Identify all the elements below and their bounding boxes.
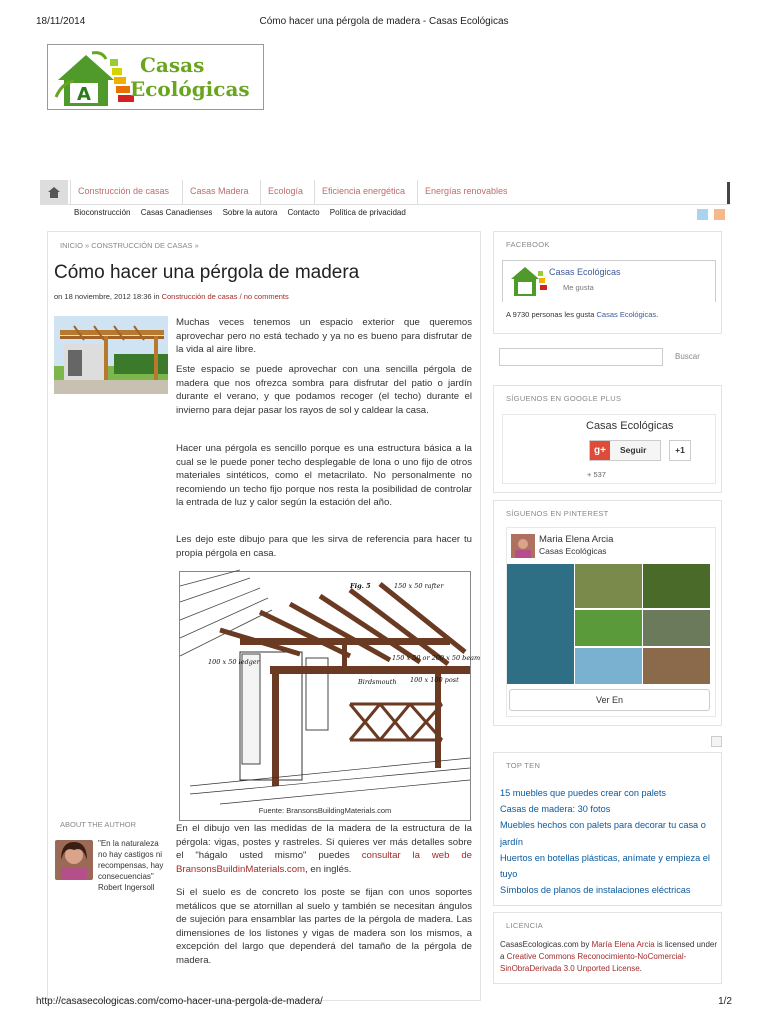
paragraph-2: Este espacio se puede aprovechar con una sencilla pérgola de madera que nos ofrezca sombra para disfrutar del patio o jardín durante el verano, y que podamos recoger (el techo) durante el invierno para dejar pasar los rayos de sol y caldear la casa. [176,364,472,416]
diagram-rafter-label: 150 x 50 rafter [394,582,444,590]
facebook-count-link[interactable]: Casas Ecológicas [596,310,657,319]
paragraph-4: Les dejo este dibujo para que les sirva de referencia para hacer tu propia pérgola en casa. [176,534,472,559]
subnav-item-autora[interactable]: Sobre la autora [222,208,278,217]
post-meta [54,292,289,301]
search-widget [493,340,722,376]
site-logo[interactable] [47,44,264,110]
diagram-post-label: 100 x 100 post [410,676,459,684]
diagram-caption: Fuente: BransonsBuildingMaterials.com [258,806,392,815]
license-text [500,939,718,975]
paragraph-5-end: , en inglés. [305,863,352,875]
google-plus-heading: SÍGUENOS EN GOOGLE PLUS [506,394,622,403]
bransons-link[interactable]: consultar la web de BransonsBuildinMaterials.com [176,850,472,875]
license-mid: is licensed under a [500,940,718,961]
paragraph-5 [176,822,472,876]
diagram-beam-label: 150 x 50 or 200 x 50 beam [392,654,481,662]
pinterest-user[interactable]: Maria Elena Arcia [539,534,614,545]
pinterest-pin-grid [507,564,717,684]
main-nav [40,180,730,205]
paragraph-5-text: En el dibujo ven las medidas de la madera de la estructura de la pérgola: vigas, postes y rastreles. Si quieres ver más detalles sobre el "hágalo usted mismo" puedes [176,823,472,862]
subnav-item-bioconstruccion[interactable]: Bioconstrucción [74,208,131,217]
subnav-item-canadienses[interactable]: Casas Canadienses [140,208,213,217]
post-date: on 18 noviembre, 2012 18:36 in [54,292,160,301]
rss-icon[interactable] [714,209,725,220]
google-plus-icon: g+ [590,441,610,460]
breadcrumb[interactable]: INICIO » CONSTRUCCIÓN DE CASAS » [60,241,199,250]
license-widget [493,912,722,984]
license-site: CasasEcologicas.com [500,940,579,949]
print-date: 18/11/2014 [36,16,86,27]
subnav-item-contacto[interactable]: Contacto [287,208,320,217]
nav-item-eficiencia[interactable]: Eficiencia energética [314,180,412,205]
pinterest-board-name[interactable]: Casas Ecológicas [539,546,607,556]
search-button[interactable]: Buscar [675,352,700,361]
pin-image[interactable] [575,610,642,646]
scroll-marker [711,736,722,747]
top-ten-widget [493,752,722,906]
google-follower-count: + 537 [587,470,606,479]
google-follow-button[interactable] [589,440,661,461]
subnav-item-privacidad[interactable]: Política de privacidad [329,208,406,217]
pin-image[interactable] [507,564,574,684]
diagram-birdsmouth-label: Birdsmouth [358,678,397,686]
google-plus-one-button[interactable]: +1 [669,440,691,461]
facebook-count-text: A 9730 personas les gusta [506,310,595,319]
pin-image[interactable] [575,648,642,684]
search-input[interactable] [499,348,663,366]
social-icons [697,207,727,225]
pin-image[interactable] [643,610,710,646]
top-ten-item[interactable]: Huertos en botellas plásticas, anímate y empieza el tuyo [500,852,710,880]
facebook-widget [493,231,722,334]
license-end: . [639,964,642,973]
paragraph-6: Si el suelo es de concreto los poste se fijan con unos soportes metálicos que se atornillan al suelo y también se necesitan ángulos de sujeción para ensamblar las partes de la pérgola de madera. Las dimensiones de los listones y vigas de madera son los mismos, a excepción del largo que dependerá del tamaño de la pérgola de madera. [176,887,472,966]
google-plus-widget [493,385,722,493]
logo-line2: Ecológicas [130,77,250,101]
print-page-number: 1/2 [718,996,732,1007]
google-plus-page-name[interactable]: Casas Ecológicas [586,420,674,432]
main-content [47,231,481,1001]
paragraph-3: Hacer una pérgola es sencillo porque es una estructura básica a la cual se le puede poner techo desplegable de lona o uno fijo de otros materiales sintéticos, como el metacrilato. No personalmente no recomiendo un techo fijo porque nos resta la posibilidad de controlar la entrada de luz y calor según la estación del año. [176,443,472,509]
paragraph-1: Muchas veces tenemos un espacio exterior que queremos aprovechar pero no está techado y ya no es bueno para disfrutar de la vida al aire libre. [176,317,472,356]
pergola-drawing [180,572,481,804]
pinterest-board-card[interactable] [506,527,716,717]
print-title: Cómo hacer una pérgola de madera - Casas Ecológicas [259,16,509,27]
pergola-thumbnail [54,316,168,394]
nav-divider [727,182,730,204]
nav-item-ecologia[interactable]: Ecología [260,180,310,205]
pin-image[interactable] [643,648,710,684]
author-heading: ABOUT THE AUTHOR [60,820,136,829]
author-quote-text: "En la naturaleza no hay castigos ni recompensas, hay consecuencias" Robert Ingersoll [98,839,164,892]
diagram-fig-label: Fig. 5 [350,582,371,590]
twitter-icon[interactable] [697,209,708,220]
post-title: Cómo hacer una pérgola de madera [54,262,360,283]
top-ten-item[interactable]: Símbolos de planos de instalaciones eléctricas [500,885,691,896]
author-quote [54,838,166,893]
top-ten-list [500,785,718,898]
pin-image[interactable] [575,564,642,608]
pinterest-widget [493,500,722,726]
facebook-like-count [506,310,658,319]
top-ten-item[interactable]: Casas de madera: 30 fotos [500,804,611,815]
facebook-like-button[interactable]: Me gusta [563,283,594,292]
pergola-diagram [179,571,481,821]
pinterest-view-button[interactable]: Ver En [509,689,710,711]
pinterest-heading: SÍGUENOS EN PINTEREST [506,509,609,518]
pin-image[interactable] [643,564,710,608]
sub-nav [74,208,414,217]
print-url: http://casasecologicas.com/como-hacer-una-pergola-de-madera/ [36,996,323,1007]
logo-line1: Casas [140,53,205,77]
nav-item-construccion[interactable]: Construcción de casas [70,180,176,205]
nav-item-casas-madera[interactable]: Casas Madera [182,180,256,205]
facebook-page-name[interactable]: Casas Ecológicas [549,267,621,277]
diagram-ledger-label: 100 x 50 ledger [208,658,260,666]
top-ten-item[interactable]: Muebles hechos con palets para decorar tu casa o jardín [500,820,706,847]
nav-item-energias[interactable]: Energías renovables [417,180,515,205]
license-by: by [578,940,592,949]
logo-letter: A [77,84,91,105]
post-category-link[interactable]: Construcción de casas [161,292,238,301]
google-plus-card [502,414,716,484]
pinterest-avatar [511,534,535,558]
home-icon[interactable] [40,180,68,205]
top-ten-item[interactable]: 15 muebles que puedes crear con palets [500,788,666,798]
license-author-link[interactable]: María Elena Arcia [591,940,655,949]
post-comments-link[interactable]: / no comments [239,292,289,301]
google-follow-label: Seguir [620,445,647,455]
facebook-page-logo-icon [507,263,547,301]
license-cc-link[interactable]: Creative Commons Reconocimiento-NoComercial-SinObraDerivada 3.0 Unported License [500,952,687,973]
top-ten-heading: TOP TEN [506,761,541,770]
facebook-heading: FACEBOOK [506,240,550,249]
facebook-count-end: . [656,310,659,319]
license-heading: LICENCIA [506,921,543,930]
facebook-page-card[interactable] [502,260,716,302]
